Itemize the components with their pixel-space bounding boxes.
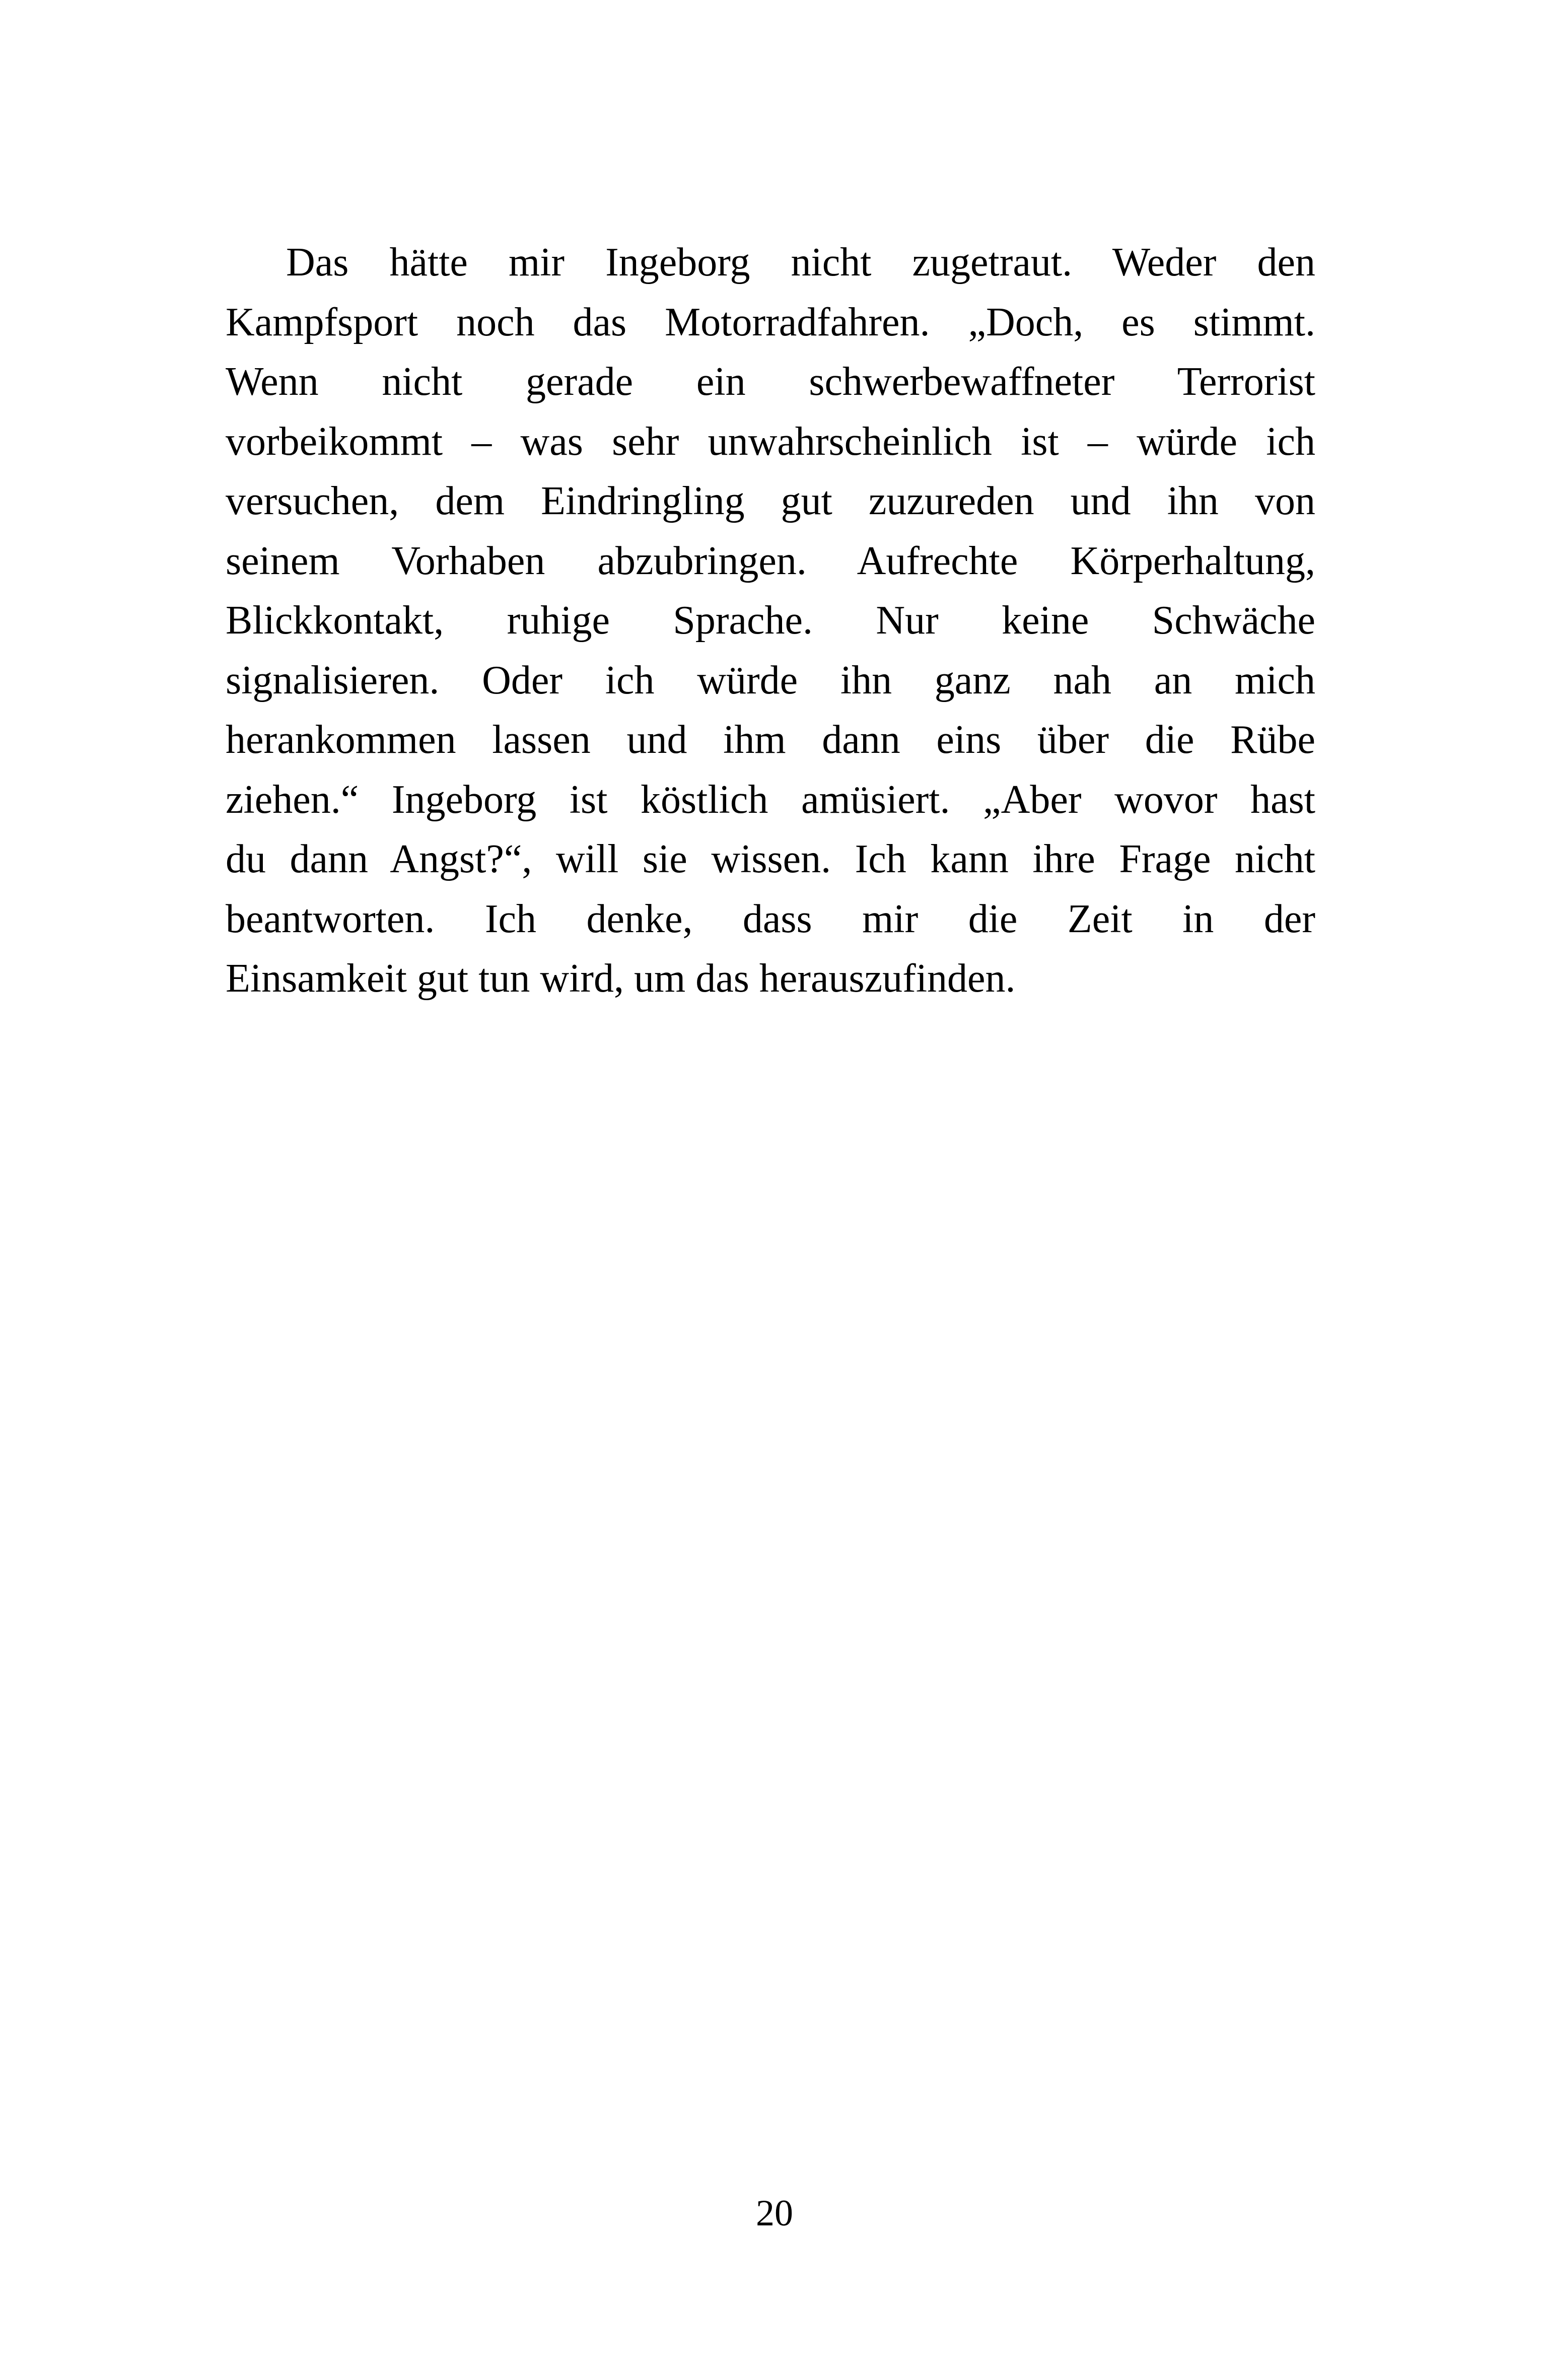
text-line: beantworten. Ich denke, dass mir die Zeit in der — [226, 896, 1315, 941]
text-line: du dann Angst?“, will sie wissen. Ich kann ihre Frage nicht — [226, 837, 1315, 881]
text-line: Wenn nicht gerade ein schwerbewaffneter Terrorist — [226, 360, 1315, 404]
text-line: Das hätte mir Ingeborg nicht zugetraut. Weder den — [286, 240, 1315, 285]
text-line: versuchen, dem Eindringling gut zuzureden und ihn von — [226, 479, 1315, 523]
text-line: signalisieren. Oder ich würde ihn ganz nah an mich — [226, 658, 1315, 703]
text-line: herankommen lassen und ihm dann eins über die Rübe — [226, 718, 1315, 762]
text-line: Einsamkeit gut tun wird, um das herauszufinden. — [226, 956, 1016, 1001]
text-line: Blickkontakt, ruhige Sprache. Nur keine Schwäche — [226, 598, 1315, 643]
text-line: Kampfsport noch das Motorradfahren. „Doch, es stimmt. — [226, 300, 1315, 344]
page-number: 20 — [756, 2193, 793, 2234]
body-paragraph — [226, 233, 1315, 1009]
text-line: seinem Vorhaben abzubringen. Aufrechte Körperhaltung, — [226, 538, 1315, 583]
text-line: ziehen.“ Ingeborg ist köstlich amüsiert. „Aber wovor hast — [226, 777, 1315, 822]
text-line: vorbeikommt – was sehr unwahrscheinlich ist – würde ich — [226, 419, 1315, 464]
